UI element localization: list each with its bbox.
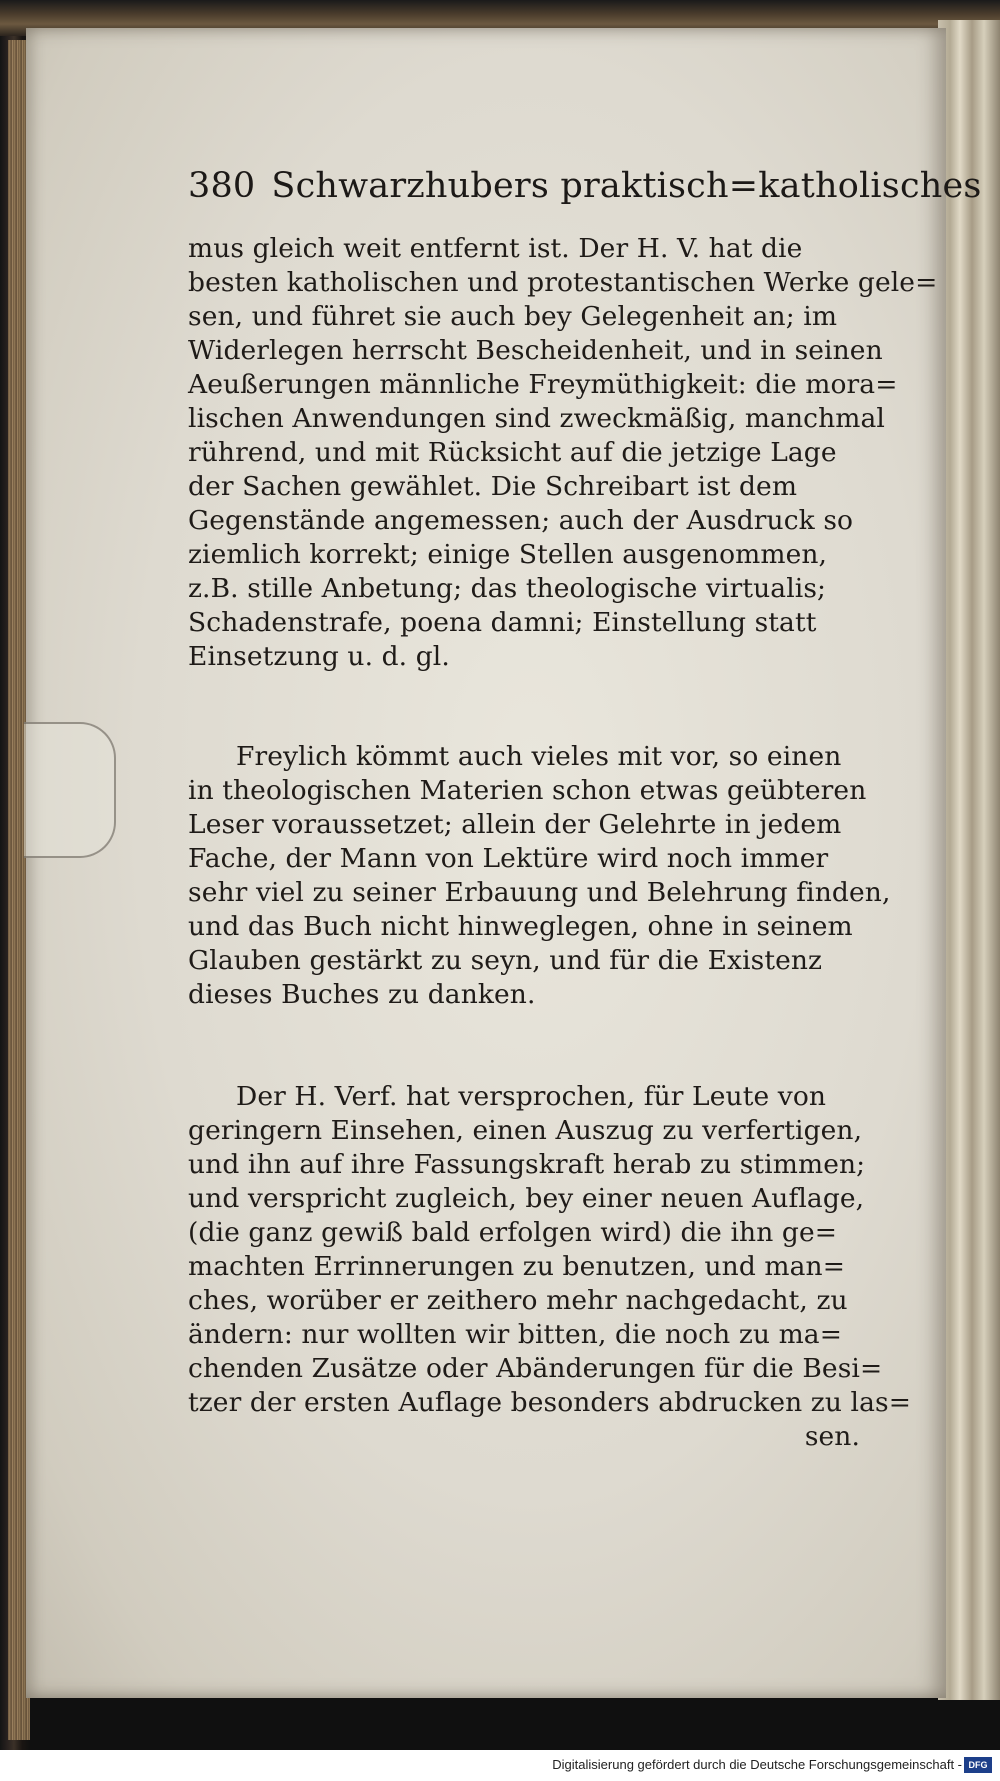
text-line: chenden Zusätze oder Abänderungen für die Besi= xyxy=(188,1353,883,1384)
text-line: Leser voraussetzet; allein der Gelehrte in jedem xyxy=(188,809,842,840)
text-line: z.B. stille Anbetung; das theologische virtualis; xyxy=(188,573,827,604)
text-line: sen. xyxy=(804,1421,860,1452)
text-line: und verspricht zugleich, bey einer neuen Auflage, xyxy=(188,1183,865,1214)
header-title: Schwarzhubers praktisch=katholisches xyxy=(271,166,982,206)
digitization-footer xyxy=(0,1750,1000,1781)
running-header xyxy=(188,166,982,226)
page-number: 380 xyxy=(188,166,256,206)
text-line: in theologischen Materien schon etwas geübteren xyxy=(188,775,867,806)
text-line: sen, und führet sie auch bey Gelegenheit an; im xyxy=(188,301,838,332)
text-line: besten katholischen und protestantischen Werke gele= xyxy=(188,267,938,298)
text-line: rührend, und mit Rücksicht auf die jetzige Lage xyxy=(188,437,837,468)
text-line: Einsetzung u. d. gl. xyxy=(188,641,450,672)
text-line: Aeußerungen männliche Freymüthigkeit: die mora= xyxy=(188,369,898,400)
text-line: lischen Anwendungen sind zweckmäßig, manchmal xyxy=(188,403,885,434)
footer-credit: Digitalisierung gefördert durch die Deutsche Forschungsgemeinschaft - xyxy=(552,1757,962,1772)
paper-clip-mark xyxy=(24,722,116,858)
text-line: ches, worüber er zeithero mehr nachgedacht, zu xyxy=(188,1285,848,1316)
text-line: mus gleich weit entfernt ist. Der H. V. hat die xyxy=(188,233,803,264)
dfg-logo: DFG xyxy=(964,1757,992,1773)
text-line: Fache, der Mann von Lektüre wird noch immer xyxy=(188,843,829,874)
text-line: (die ganz gewiß bald erfolgen wird) die ihn ge= xyxy=(188,1217,838,1248)
text-line: Gegenstände angemessen; auch der Ausdruck so xyxy=(188,505,854,536)
text-line: dieses Buches zu danken. xyxy=(188,979,536,1010)
text-line: und ihn auf ihre Fassungskraft herab zu stimmen; xyxy=(188,1149,866,1180)
text-line: Der H. Verf. hat versprochen, für Leute von xyxy=(236,1081,827,1112)
text-line: Widerlegen herrscht Bescheidenheit, und in seinen xyxy=(188,335,883,366)
text-line: Glauben gestärkt zu seyn, und für die Existenz xyxy=(188,945,823,976)
text-line: Schadenstrafe, poena damni; Einstellung statt xyxy=(188,607,817,638)
text-line: machten Errinnerungen zu benutzen, und man= xyxy=(188,1251,846,1282)
text-line: geringern Einsehen, einen Auszug zu verfertigen, xyxy=(188,1115,863,1146)
adjacent-pages-edge xyxy=(938,20,1000,1700)
text-line: ziemlich korrekt; einige Stellen ausgenommen, xyxy=(188,539,828,570)
text-line: ändern: nur wollten wir bitten, die noch zu ma= xyxy=(188,1319,843,1350)
text-line: der Sachen gewählet. Die Schreibart ist dem xyxy=(188,471,798,502)
text-line: und das Buch nicht hinweglegen, ohne in seinem xyxy=(188,911,853,942)
text-line: sehr viel zu seiner Erbauung und Belehrung finden, xyxy=(188,877,891,908)
text-line: tzer der ersten Auflage besonders abdrucken zu las= xyxy=(188,1387,912,1418)
text-line: Freylich kömmt auch vieles mit vor, so einen xyxy=(236,741,842,772)
